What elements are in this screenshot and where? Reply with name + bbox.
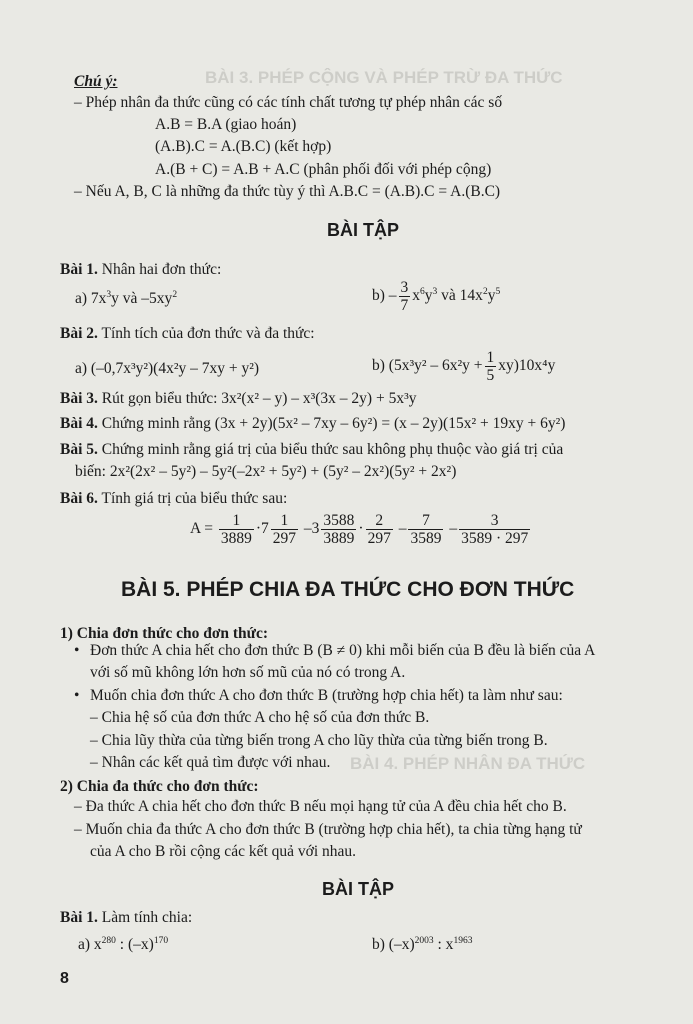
exercise-6: Bài 6. Tính giá trị của biểu thức sau: — [60, 490, 288, 507]
exercise-5: Bài 5. Chứng minh rằng giá trị của biểu thức sau không phụ thuộc vào giá trị của — [60, 441, 564, 458]
section-1-bullet-1: • Đơn thức A chia hết cho đơn thức B (B ≠ 0) khi mỗi biến của B đều là biến của A — [74, 642, 596, 659]
exercise-3: Bài 3. Rút gọn biểu thức: 3x²(x² – y) – x³(3x – 2y) + 5x³y — [60, 390, 417, 407]
bleed-through-title: BÀI 3. PHÉP CỘNG VÀ PHÉP TRỪ ĐA THỨC — [205, 68, 563, 87]
exercises-heading-2: BÀI TẬP — [322, 879, 394, 899]
note-property-commutative: A.B = B.A (giao hoán) — [155, 116, 297, 133]
exercise-5-line-2: biến: 2x²(2x² – 5y²) – 5y²(–2x² + 5y²) + (5y² – 2x²)(5y² + 2x²) — [75, 463, 457, 480]
exercise-1b: b) – $\frac{3}{7}$ $x^6y^3$ và $14x^2y^5$ — [372, 279, 501, 314]
exercise-1 — [60, 260, 221, 280]
bleed-through-title-2: BÀI 4. PHÉP NHÂN ĐA THỨC — [350, 754, 586, 773]
section-2-line-3: của A cho B rồi cộng các kết quả với nhau. — [90, 843, 357, 860]
exercise-1a: a) $7x^3y$ và $-5xy^2$ — [75, 290, 178, 307]
page-number: 8 — [60, 970, 69, 987]
section-2-line-1: – Đa thức A chia hết cho đơn thức B nếu mọi hạng tử của A đều chia hết cho B. — [74, 798, 567, 815]
section-1-step-2: – Chia lũy thừa của từng biến trong A cho lũy thừa của từng biến trong B. — [90, 732, 548, 749]
section-2-line-2: – Muốn chia đa thức A cho đơn thức B (trường hợp chia hết), ta chia từng hạng tử — [74, 821, 582, 838]
section-1-bullet-1-cont: với số mũ không lớn hơn số mũ của nó có trong A. — [90, 664, 406, 681]
section-1-bullet-2: • Muốn chia đơn thức A cho đơn thức B (trường hợp chia hết) ta làm như sau: — [74, 687, 563, 704]
section-1-step-1: – Chia hệ số của đơn thức A cho hệ số của đơn thức B. — [90, 709, 430, 726]
exercise-1-text: Nhân hai đơn thức: — [101, 261, 222, 278]
note-line-1: – Phép nhân đa thức cũng có các tính chất tương tự phép nhân các số — [74, 94, 503, 111]
section-1-step-3: – Nhân các kết quả tìm được với nhau. — [90, 754, 331, 771]
exercise-1-label: Bài 1. — [60, 261, 98, 278]
exercises-heading-1: BÀI TẬP — [327, 220, 399, 240]
exercise-2-1a: a) $x^{280}$ : $(-x)^{170}$ — [78, 936, 169, 953]
lesson-5-title: BÀI 5. PHÉP CHIA ĐA THỨC CHO ĐƠN THỨC — [121, 578, 575, 601]
exercise-2-label: Bài 2. — [60, 325, 98, 342]
exercise-4: Bài 4. Chứng minh rằng (3x + 2y)(5x² – 7xy – 6y²) = (x – 2y)(15x² + 19xy + 6y²) — [60, 415, 566, 432]
note-title: Chú ý: — [74, 73, 118, 90]
exercise-6-expression: A = $\frac{1}{3889}$ ·7 $\frac{1}{297}$ –3 $\frac{3588}{3889}$ · $\frac{2}{297}$ – $\frac{7}{3589}$ – $\frac{3}{3589 \cdot 297}$ — [190, 512, 529, 547]
note-line-2: – Nếu A, B, C là những đa thức tùy ý thì A.B.C = (A.B).C = A.(B.C) — [74, 183, 501, 200]
exercise-2-1b: b) $(-x)^{2003}$ : $x^{1963}$ — [372, 936, 473, 953]
exercise-2-1: Bài 1. Làm tính chia: — [60, 909, 193, 926]
note-property-associative: (A.B).C = A.(B.C) (kết hợp) — [155, 138, 332, 155]
exercise-2b: b) (5x³y² – 6x²y + $\frac{1}{5}$ xy)10x⁴y — [372, 349, 556, 384]
exercise-2a: a) (–0,7x³y²)(4x²y – 7xy + y²) — [75, 360, 260, 377]
note-property-distributive: A.(B + C) = A.B + A.C (phân phối đối với phép cộng) — [155, 161, 492, 178]
exercise-2 — [60, 324, 315, 344]
section-1-title: 1) Chia đơn thức cho đơn thức: — [60, 625, 269, 642]
exercise-2-text: Tính tích của đơn thức và đa thức: — [101, 325, 315, 342]
section-2-title: 2) Chia đa thức cho đơn thức: — [60, 778, 259, 795]
